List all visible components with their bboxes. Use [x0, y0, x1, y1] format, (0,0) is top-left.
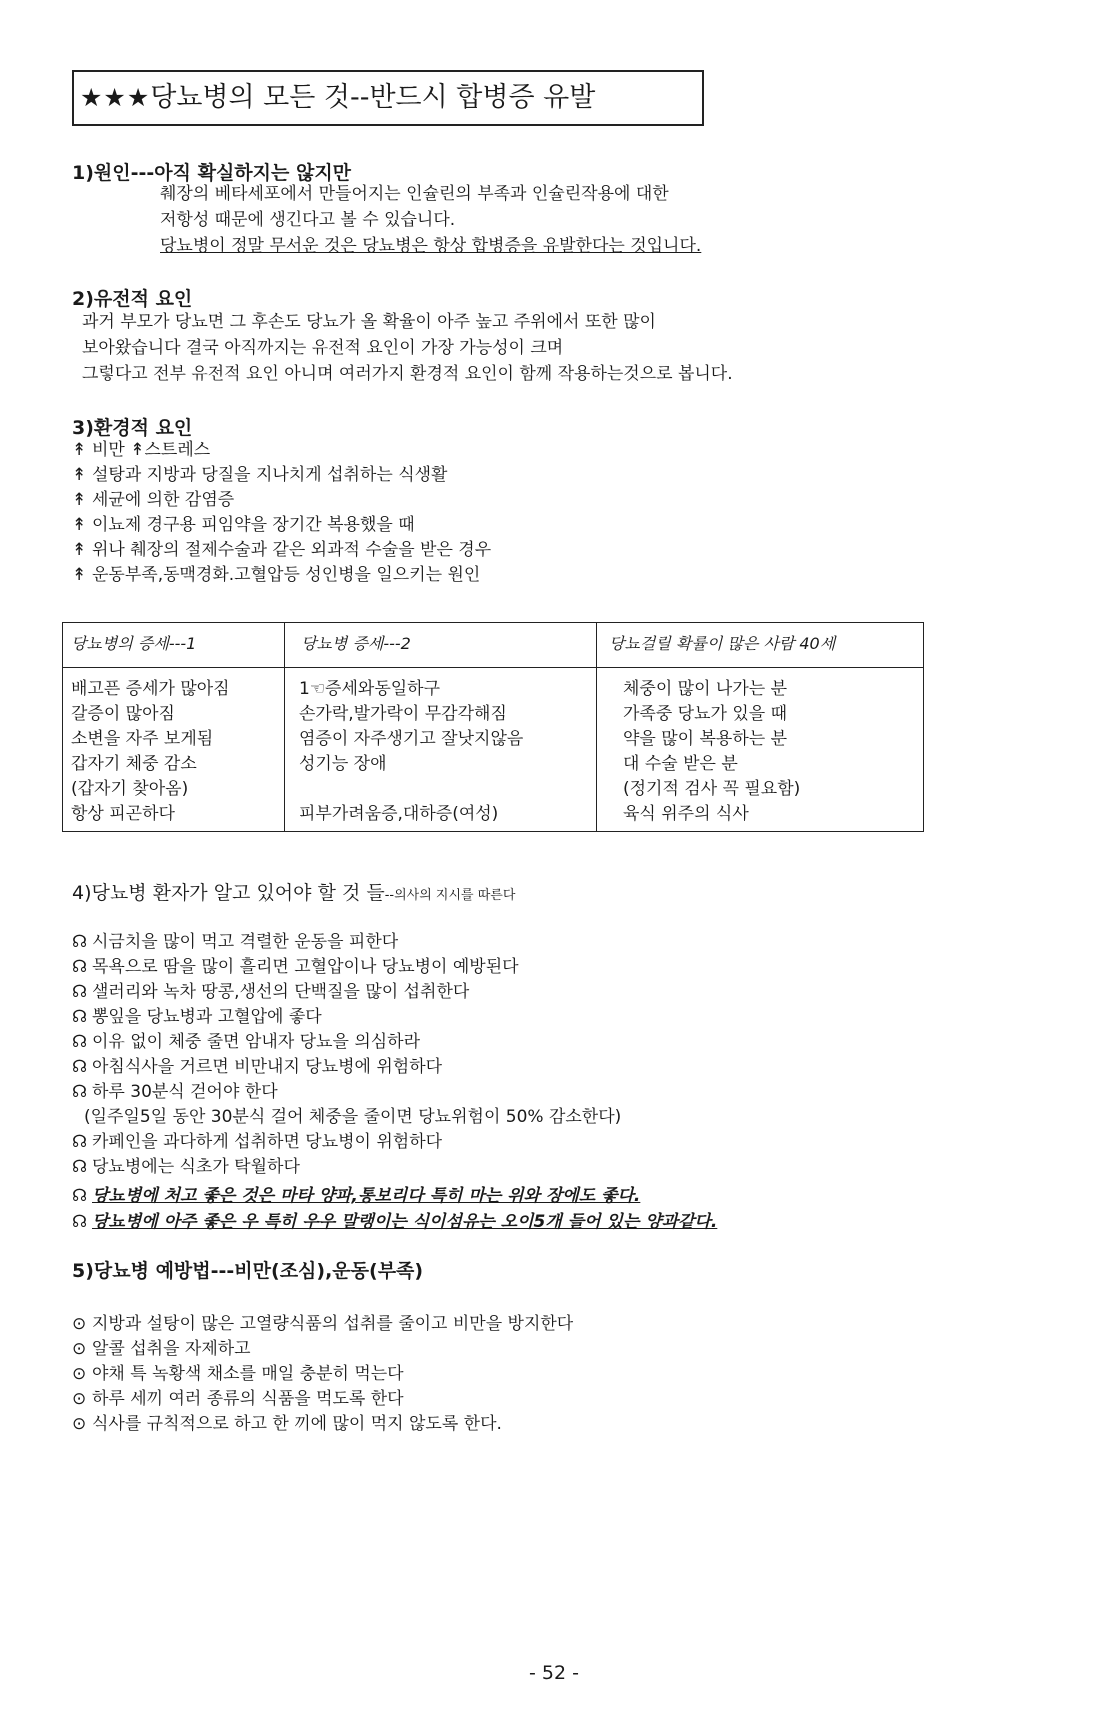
handwritten-note-2: ☊ 당뇨병에 아주 좋은 우 특히 우우 말랭이는 식이섬유는 오이5개 들어 있는 양과같다.	[72, 1212, 718, 1232]
section2-line-1: 과거 부모가 당뇨면 그 후손도 당뇨가 올 확율이 아주 높고 주위에서 또한 많이	[82, 312, 656, 332]
circle-dot-icon: ⊙	[72, 1389, 87, 1409]
umbrella-bullet-icon: ↟	[72, 515, 87, 535]
section3-heading: 3)환경적 요인	[72, 417, 193, 439]
handwritten-note-1: ☊ 당뇨병에 처고 좋은 것은 마타 양파,통보리다 특히 마는 위와 장에도 좋다.	[72, 1186, 641, 1206]
table-header-1: 당뇨병의 증세---1	[71, 634, 197, 653]
page-title: 당뇨병의 모든 것--반드시 합병증 유발	[150, 82, 596, 113]
umbrella-bullet-icon: ↟	[72, 540, 87, 560]
list-item: ☊ 카페인을 과다하게 섭취하면 당뇨병이 위험하다	[72, 1132, 443, 1152]
list-item: ☊ 이유 없이 체중 줄면 암내자 당뇨을 의심하라	[72, 1032, 421, 1052]
circle-dot-icon: ⊙	[72, 1314, 87, 1334]
umbrella-bullet-icon: ↟	[72, 440, 87, 460]
circle-dot-icon: ⊙	[72, 1339, 87, 1359]
list-item: ☊ 샐러리와 녹차 땅콩,생선의 단백질을 많이 섭취한다	[72, 982, 470, 1002]
table-cell-col1: 배고픈 증세가 많아짐 갈증이 많아짐 소변을 자주 보게됨 갑자기 체중 감소 (갑자기 찾아옴) 항상 피곤하다	[71, 679, 230, 824]
section2-heading: 2)유전적 요인	[72, 288, 193, 310]
list-item: ↟ 이뇨제 경구용 피임약을 장기간 복용했을 때	[72, 515, 415, 535]
page-number: - 52 -	[529, 1662, 579, 1684]
table-header-3: 당뇨걸릴 확률이 많은 사람 40세	[609, 634, 836, 653]
list-item: ↟ 위나 췌장의 절제수술과 같은 외과적 수술을 받은 경우	[72, 540, 492, 560]
table-cell-col3: 체중이 많이 나가는 분 가족중 당뇨가 있을 때 약을 많이 복용하는 분 대 수술 받은 분 (정기적 검사 꼭 필요함) 육식 위주의 식사	[623, 679, 801, 824]
title-box	[72, 70, 704, 126]
list-item: ☊ 아침식사을 거르면 비만내지 당뇨병에 위험하다	[72, 1057, 443, 1077]
list-item: ☊ 뽕잎을 당뇨병과 고혈압에 좋다	[72, 1007, 322, 1027]
bullet-icon: ☊	[72, 1082, 88, 1102]
section1-line-2: 저항성 때문에 생긴다고 볼 수 있습니다.	[160, 210, 456, 230]
circle-dot-icon: ⊙	[72, 1414, 87, 1434]
section4-heading: 4)당뇨병 환자가 알고 있어야 할 것 들--의사의 지시를 따른다	[72, 882, 516, 904]
list-item: ⊙ 야채 특 녹황색 채소를 매일 충분히 먹는다	[72, 1364, 404, 1384]
section2-line-2: 보아왔습니다 결국 아직까지는 유전적 요인이 가장 가능성이 크며	[82, 338, 564, 358]
list-item: ↟ 세균에 의한 감염증	[72, 490, 235, 510]
section2-line-3: 그렇다고 전부 유전적 요인 아니며 여러가지 환경적 요인이 함께 작용하는것으로 봅니다.	[82, 364, 733, 384]
table-header-divider	[63, 667, 923, 668]
section5-heading: 5)당뇨병 예방법---비만(조심),운동(부족)	[72, 1260, 424, 1282]
section1-emphasis: 당뇨병이 정말 무서운 것은 당뇨병은 항상 합병증을 유발한다는 것입니다.	[160, 236, 702, 256]
bullet-icon: ☊	[72, 1157, 88, 1177]
umbrella-bullet-icon: ↟	[72, 565, 87, 585]
list-item: ⊙ 식사를 규칙적으로 하고 한 끼에 많이 먹지 않도록 한다.	[72, 1414, 502, 1434]
bullet-icon: ☊	[72, 957, 88, 977]
list-item: ☊ 하루 30분식 걷어야 한다	[72, 1082, 278, 1102]
umbrella-bullet-icon: ↟	[72, 465, 87, 485]
bullet-icon: ☊	[72, 1186, 88, 1206]
list-item: ☊ 시금치을 많이 먹고 격렬한 운동을 피한다	[72, 932, 399, 952]
title-stars: ★★★	[80, 83, 151, 112]
section4-note: (일주일5일 동안 30분식 걸어 체중을 줄이면 당뇨위험이 50% 감소한다)	[84, 1107, 622, 1127]
symptoms-table	[62, 622, 924, 832]
umbrella-bullet-icon: ↟	[72, 490, 87, 510]
bullet-icon: ☊	[72, 982, 88, 1002]
list-item: ⊙ 지방과 설탕이 많은 고열량식품의 섭취를 줄이고 비만을 방지한다	[72, 1314, 574, 1334]
bullet-icon: ☊	[72, 1212, 88, 1232]
list-item: ⊙ 알콜 섭취을 자제하고	[72, 1339, 251, 1359]
bullet-icon: ☊	[72, 932, 88, 952]
bullet-icon: ☊	[72, 1057, 88, 1077]
section4-heading-suffix: --의사의 지시를 따른다	[384, 888, 516, 903]
bullet-icon: ☊	[72, 1007, 88, 1027]
bullet-icon: ☊	[72, 1032, 88, 1052]
circle-dot-icon: ⊙	[72, 1364, 87, 1384]
list-item: ☊ 당뇨병에는 식초가 탁월하다	[72, 1157, 300, 1177]
list-item: ⊙ 하루 세끼 여러 종류의 식품을 먹도록 한다	[72, 1389, 404, 1409]
section1-line-1: 췌장의 베타세포에서 만들어지는 인슐린의 부족과 인슐린작용에 대한	[160, 184, 669, 204]
table-header-2: 당뇨병 증세---2	[301, 634, 411, 653]
section1-heading: 1)원인---아직 확실하지는 않지만	[72, 162, 352, 184]
list-item: ↟ 비만 ↟스트레스	[72, 440, 211, 460]
list-item: ↟ 설탕과 지방과 당질을 지나치게 섭취하는 식생활	[72, 465, 448, 485]
list-item: ☊ 목욕으로 땀을 많이 흘리면 고혈압이나 당뇨병이 예방된다	[72, 957, 519, 977]
bullet-icon: ☊	[72, 1132, 88, 1152]
table-cell-col2: 1☜증세와동일하구 손가락,발가락이 무감각해짐 염증이 자주생기고 잘낫지않음 성기능 장애 피부가려움증,대하증(여성)	[299, 679, 524, 824]
list-item: ↟ 운동부족,동맥경화.고혈압등 성인병을 일으키는 원인	[72, 565, 481, 585]
